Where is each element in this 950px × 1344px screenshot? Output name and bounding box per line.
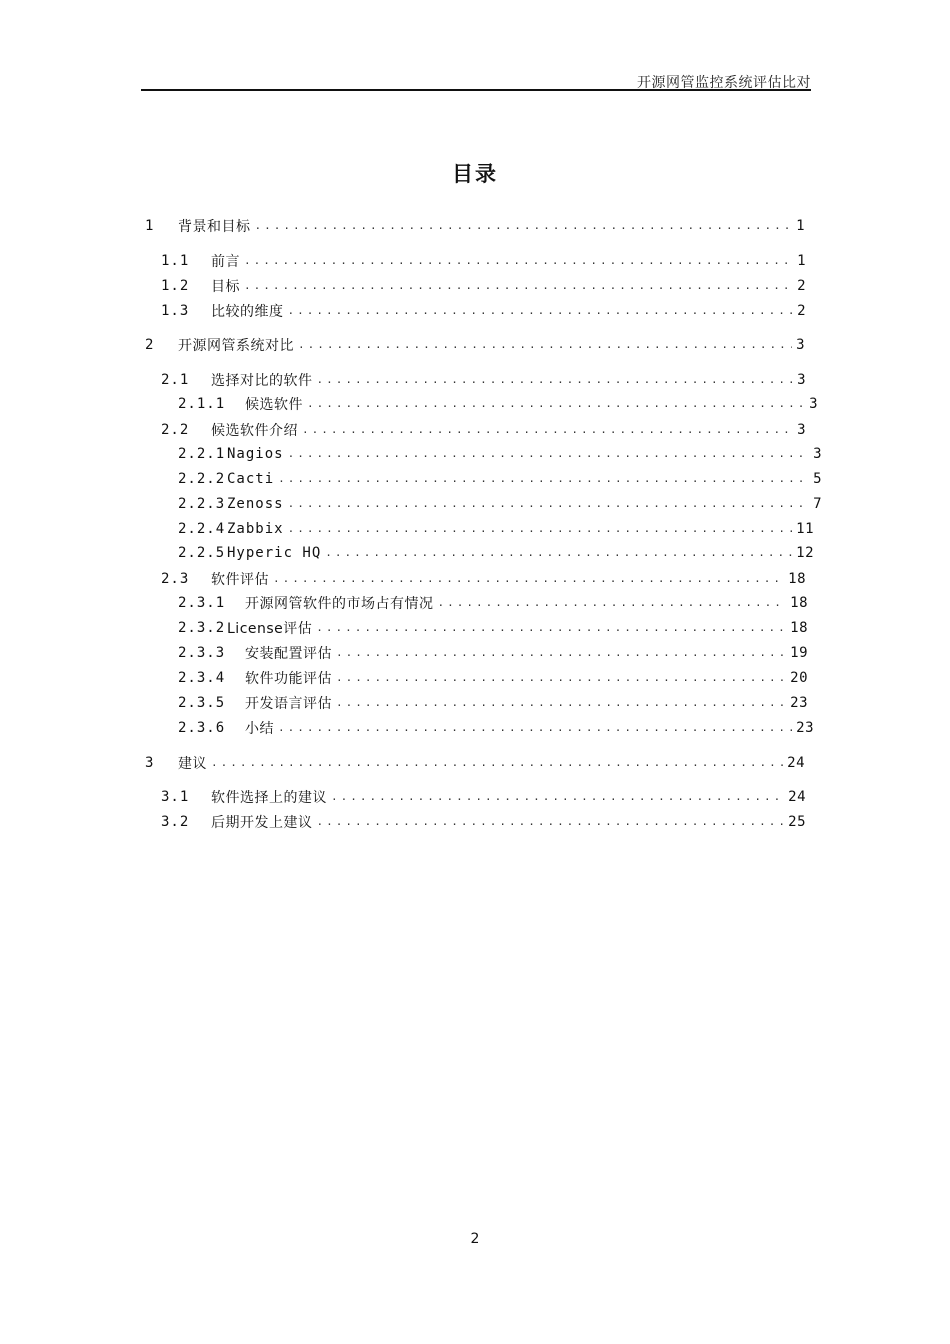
toc-entry-2-2-4[interactable] xyxy=(178,519,814,539)
toc-entry-page: 3 xyxy=(797,372,806,388)
toc-entry-label: 软件功能评估 xyxy=(245,671,332,687)
toc-entry-2-2-2[interactable] xyxy=(178,469,822,489)
toc-entry-number: 2.2.2 xyxy=(178,471,226,487)
toc-entry-page: 18 xyxy=(790,620,808,636)
toc-entry-page: 24 xyxy=(788,789,806,805)
toc-entry-number: 1.2 xyxy=(161,278,190,294)
toc-leader-dots xyxy=(288,494,809,514)
toc-leader-dots xyxy=(438,593,787,613)
toc-entry-2-1[interactable] xyxy=(161,370,806,390)
toc-entry-number: 2.2.1 xyxy=(178,446,226,462)
toc-entry-number: 1 xyxy=(145,218,155,234)
toc-entry-1-1[interactable] xyxy=(161,251,806,271)
toc-leader-dots xyxy=(298,335,792,355)
toc-entry-number: 2.2 xyxy=(161,422,190,438)
toc-entry-number: 3.2 xyxy=(161,814,190,830)
toc-entry-page: 3 xyxy=(813,446,822,462)
toc-leader-dots xyxy=(273,569,784,589)
toc-leader-dots xyxy=(278,718,792,738)
toc-entry-number: 2.3.6 xyxy=(178,720,226,736)
toc-entry-label: 建议 xyxy=(178,756,207,772)
toc-entry-label: Cacti xyxy=(227,471,275,487)
toc-leader-dots xyxy=(316,618,786,638)
toc-entry-page: 25 xyxy=(788,814,806,830)
toc-entry-2-3-3[interactable] xyxy=(178,643,808,663)
toc-entry-2-2[interactable] xyxy=(161,420,806,440)
toc-entry-page: 24 xyxy=(787,755,805,771)
toc-entry-page: 19 xyxy=(790,645,808,661)
toc-entry-page: 3 xyxy=(809,396,818,412)
toc-entry-label: 安装配置评估 xyxy=(245,646,332,662)
toc-leader-dots xyxy=(336,668,786,688)
toc-entry-2-2-5[interactable] xyxy=(178,543,814,563)
toc-entry-1-3[interactable] xyxy=(161,301,806,321)
toc-entry-number: 3.1 xyxy=(161,789,190,805)
toc-entry-number: 1.3 xyxy=(161,303,190,319)
toc-entry-page: 18 xyxy=(788,571,806,587)
toc-entry-label: 后期开发上建议 xyxy=(211,815,313,831)
toc-entry-2-3-4[interactable] xyxy=(178,668,808,688)
toc-entry-label: 开源网管软件的市场占有情况 xyxy=(245,596,434,612)
toc-leader-dots xyxy=(302,420,793,440)
toc-entry-number: 2.3.5 xyxy=(178,695,226,711)
toc-entry-label: Hyperic HQ xyxy=(227,545,322,561)
toc-entry-page: 20 xyxy=(790,670,808,686)
toc-entry-label: Zabbix xyxy=(227,521,284,537)
toc-entry-page: 3 xyxy=(796,337,805,353)
toc-entry-page: 3 xyxy=(797,422,806,438)
toc-entry-number: 3 xyxy=(145,755,155,771)
toc-entry-page: 12 xyxy=(796,545,814,561)
toc-entry-page: 11 xyxy=(796,521,814,537)
toc-leader-dots xyxy=(278,469,809,489)
toc-entry-page: 5 xyxy=(813,471,822,487)
toc-entry-number: 2.2.3 xyxy=(178,496,226,512)
toc-leader-dots xyxy=(288,444,809,464)
toc-entry-number: 2 xyxy=(145,337,155,353)
toc-entry-3-1[interactable] xyxy=(161,787,806,807)
toc-entry-3-2[interactable] xyxy=(161,812,806,832)
toc-entry-label: 比较的维度 xyxy=(211,304,284,320)
toc-entry-1[interactable] xyxy=(145,216,805,236)
toc-entry-number: 2.3.4 xyxy=(178,670,226,686)
toc-leader-dots xyxy=(336,643,786,663)
toc-leader-dots xyxy=(317,370,794,390)
toc-entry-label: 软件选择上的建议 xyxy=(211,790,327,806)
toc-entry-label: 选择对比的软件 xyxy=(211,373,313,389)
toc-entry-page: 23 xyxy=(796,720,814,736)
toc-entry-page: 18 xyxy=(790,595,808,611)
toc-title: 目录 xyxy=(452,162,498,186)
toc-entry-number: 2.1 xyxy=(161,372,190,388)
toc-leader-dots xyxy=(244,276,793,296)
page-number: 2 xyxy=(470,1231,480,1247)
toc-entry-3[interactable] xyxy=(145,753,805,773)
toc-entry-label: 小结 xyxy=(245,721,274,737)
toc-entry-label: 目标 xyxy=(211,279,240,295)
toc-entry-2-3-1[interactable] xyxy=(178,593,808,613)
toc-leader-dots xyxy=(211,753,783,773)
toc-entry-label: License评估 xyxy=(227,621,313,637)
toc-entry-number: 1.1 xyxy=(161,253,190,269)
toc-entry-number: 2.2.5 xyxy=(178,545,226,561)
toc-leader-dots xyxy=(255,216,793,236)
toc-leader-dots xyxy=(336,693,786,713)
toc-entry-number: 2.2.4 xyxy=(178,521,226,537)
toc-entry-label: Nagios xyxy=(227,446,284,462)
toc-entry-number: 2.3 xyxy=(161,571,190,587)
toc-entry-page: 23 xyxy=(790,695,808,711)
toc-entry-label: 背景和目标 xyxy=(178,219,251,235)
toc-entry-2-2-1[interactable] xyxy=(178,444,822,464)
toc-entry-label: 候选软件介绍 xyxy=(211,423,298,439)
header-rule xyxy=(141,89,811,91)
toc-entry-2-3-2[interactable] xyxy=(178,618,808,638)
toc-entry-page: 1 xyxy=(797,253,806,269)
toc-leader-dots xyxy=(325,543,792,563)
toc-entry-page: 7 xyxy=(813,496,822,512)
toc-entry-number: 2.1.1 xyxy=(178,396,226,412)
toc-entry-2-2-3[interactable] xyxy=(178,494,822,514)
toc-entry-label: 前言 xyxy=(211,254,240,270)
running-header-title: 开源网管监控系统评估比对 xyxy=(637,75,811,91)
toc-leader-dots xyxy=(331,787,784,807)
toc-entry-page: 1 xyxy=(796,218,805,234)
toc-leader-dots xyxy=(288,519,793,539)
toc-leader-dots xyxy=(307,394,805,414)
toc-leader-dots xyxy=(317,812,785,832)
toc-entry-label: 候选软件 xyxy=(245,397,303,413)
toc-entry-2-3-6[interactable] xyxy=(178,718,814,738)
toc-entry-label: 开源网管系统对比 xyxy=(178,338,294,354)
toc-entry-number: 2.3.1 xyxy=(178,595,226,611)
toc-entry-2[interactable] xyxy=(145,335,805,355)
toc-entry-number: 2.3.3 xyxy=(178,645,226,661)
toc-entry-2-1-1[interactable] xyxy=(178,394,818,414)
toc-entry-1-2[interactable] xyxy=(161,276,806,296)
toc-entry-page: 2 xyxy=(797,278,806,294)
toc-entry-label: 开发语言评估 xyxy=(245,696,332,712)
toc-entry-page: 2 xyxy=(797,303,806,319)
toc-entry-2-3-5[interactable] xyxy=(178,693,808,713)
toc-entry-2-3[interactable] xyxy=(161,569,806,589)
toc-entry-label: Zenoss xyxy=(227,496,284,512)
toc-entry-number: 2.3.2 xyxy=(178,620,226,636)
toc-leader-dots xyxy=(288,301,794,321)
toc-leader-dots xyxy=(244,251,793,271)
toc-entry-label: 软件评估 xyxy=(211,572,269,588)
